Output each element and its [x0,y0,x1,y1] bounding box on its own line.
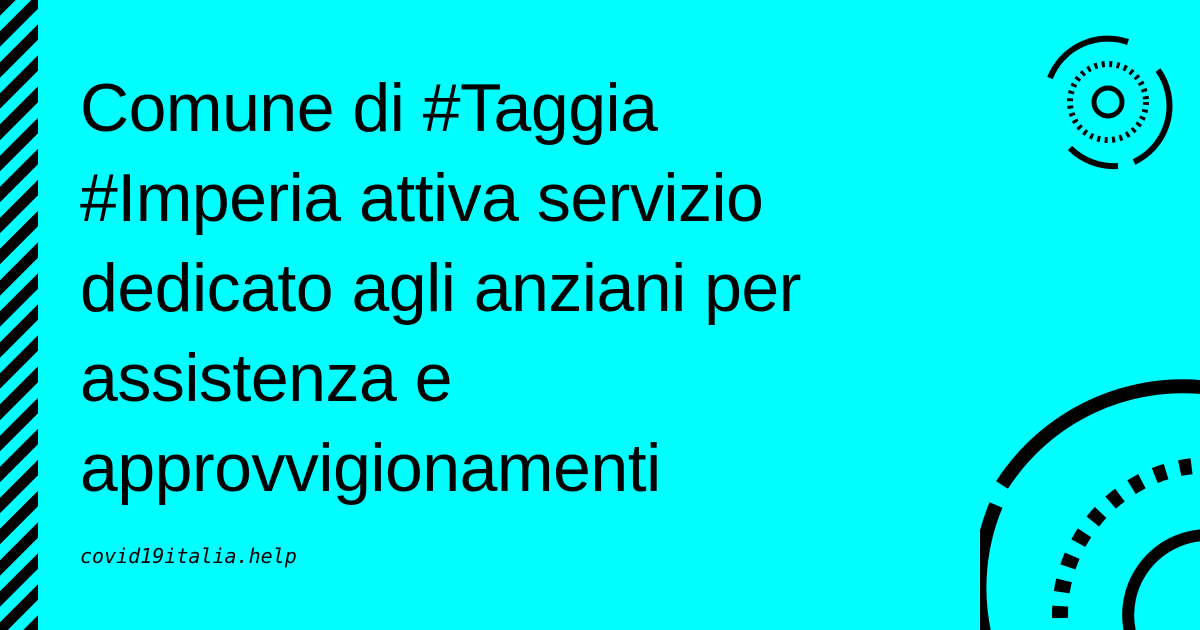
headline-line: Comune di #Taggia [80,70,658,146]
headline-line: approvvigionamenti [80,430,661,506]
headline-line: #Imperia attiva servizio [80,160,764,236]
large-concentric-circle-icon [980,370,1200,630]
diagonal-stripes-decoration [0,0,38,630]
headline-line: dedicato agli anziani per [80,250,801,326]
site-url: covid19italia.help [80,544,297,568]
concentric-circle-icon [1030,20,1190,190]
headline-line: assistenza e [80,340,452,416]
headline [80,63,980,513]
